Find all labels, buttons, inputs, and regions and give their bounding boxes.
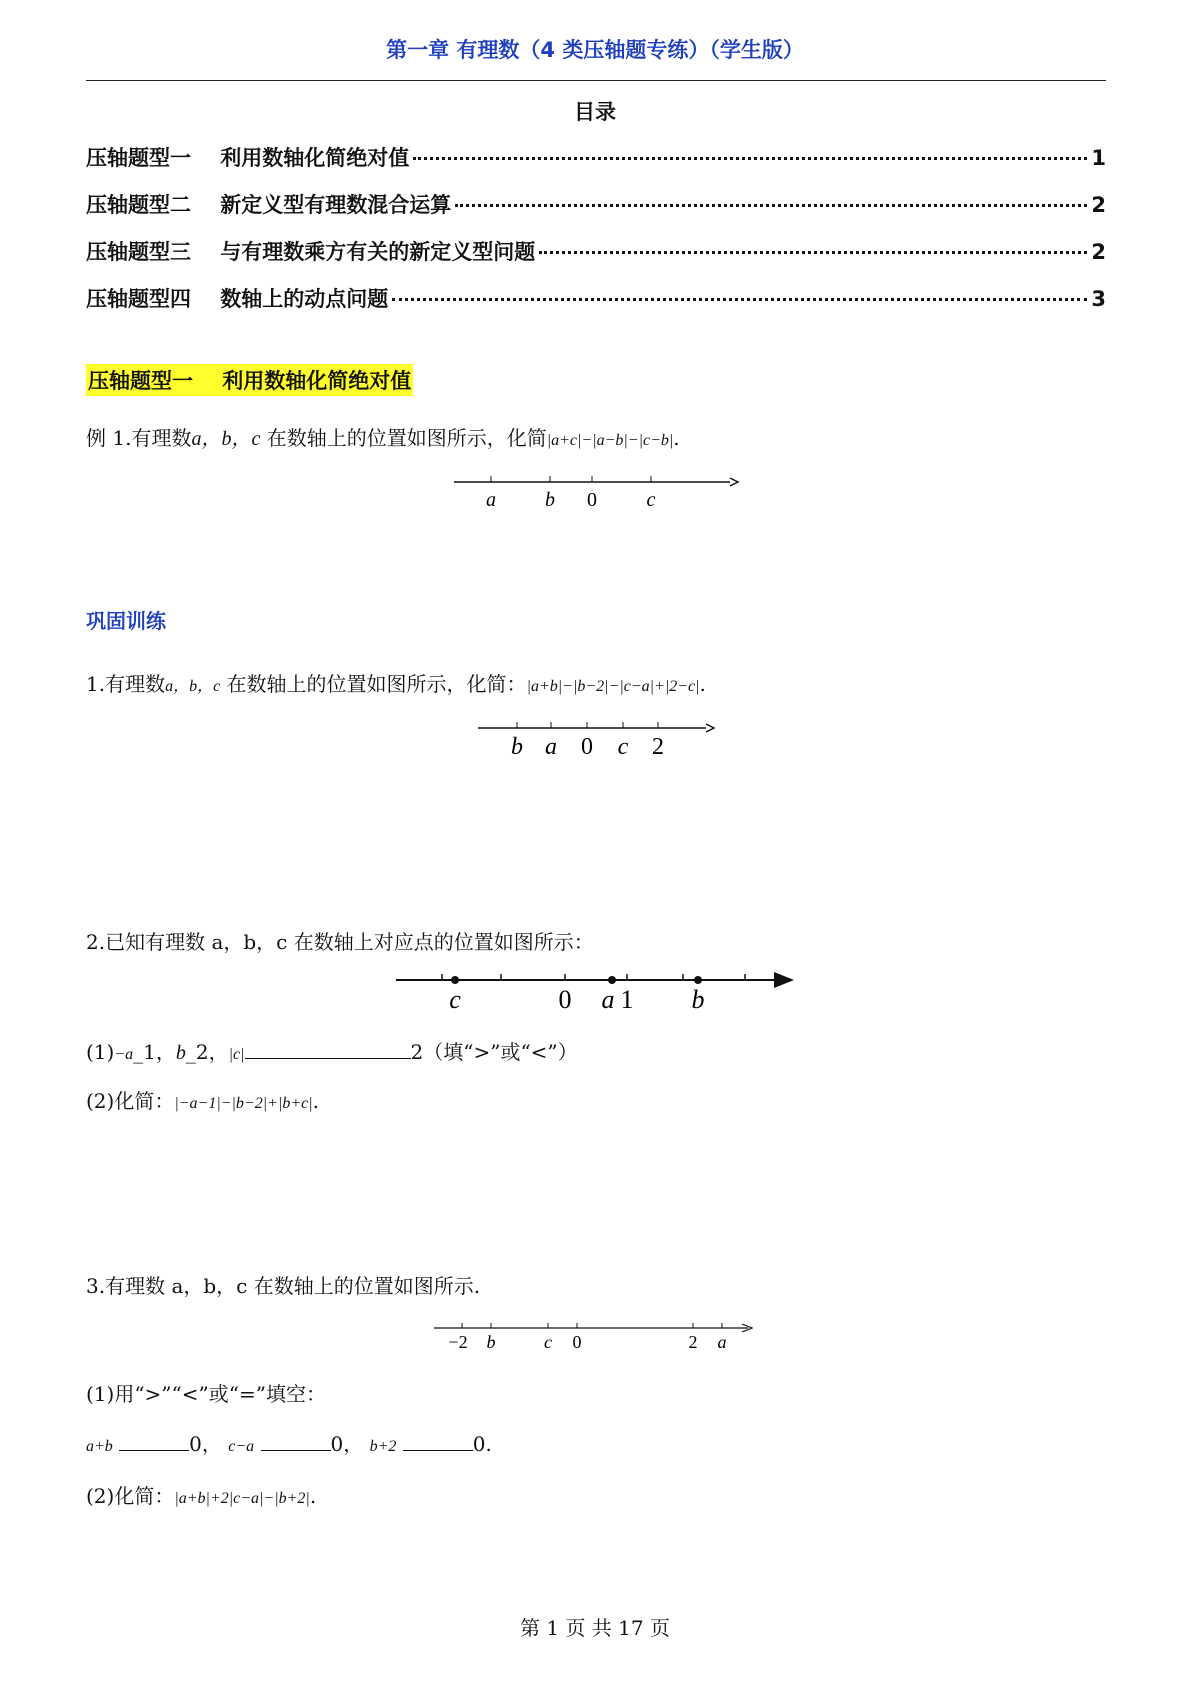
axis-label-0: 0: [581, 734, 593, 760]
question-2-part-2: [86, 1085, 319, 1114]
toc-entry-label: 压轴题型三 与有理数乘方有关的新定义型问题: [86, 240, 536, 264]
axis-label-0: 0: [572, 1332, 582, 1352]
question-2-part-1: [86, 1036, 578, 1065]
q1-suffix: .: [699, 672, 706, 696]
q3-blank2[interactable]: [261, 1432, 331, 1451]
page-footer: 第 1 页 共 17 页: [520, 1616, 670, 1640]
axis-arrow: [730, 478, 738, 486]
axis-label-a: a: [486, 489, 496, 511]
axis-label-2: 2: [652, 734, 664, 760]
axis-label-0: 0: [587, 489, 597, 511]
question-2-number-line: [390, 960, 810, 1018]
header-divider: [86, 80, 1106, 81]
example-1-text: [86, 422, 680, 451]
q2-part1-expr-a: −a: [114, 1046, 134, 1063]
axis-label-c: c: [646, 489, 656, 511]
axis-arrow: [774, 972, 794, 988]
toc-leader: [539, 251, 1087, 254]
q1-middle: 在数轴上的位置如图所示，化简：: [226, 672, 527, 696]
q1-vars: a，b，c: [165, 678, 221, 695]
question-1-number-line: [470, 712, 720, 762]
toc-entry-2[interactable]: [86, 189, 1106, 219]
axis-label-2: 2: [688, 1332, 698, 1352]
practice-heading: 巩固训练: [86, 609, 166, 633]
section-title: 压轴题型一 利用数轴化简绝对值: [86, 364, 413, 396]
example-1-middle: 在数轴上的位置如图所示，化简: [266, 426, 547, 450]
toc-leader: [392, 298, 1087, 301]
toc-entry-page: 3: [1091, 287, 1106, 311]
q3-blank3-expr: b+2: [369, 1438, 397, 1455]
axis-label-c: c: [544, 1332, 552, 1352]
toc-entry-label: 压轴题型二 新定义型有理数混合运算: [86, 193, 452, 217]
q2-part1-suffix: 2（填“>”或“<”）: [410, 1040, 578, 1064]
toc-title: 目录: [574, 100, 616, 124]
q3-blank1-expr: a+b: [86, 1438, 113, 1455]
q2-part1-blank1[interactable]: _1，: [133, 1040, 176, 1064]
q3-blank2-expr: c−a: [228, 1438, 255, 1455]
question-3-stem: 3.有理数 a，b，c 在数轴上的位置如图所示.: [86, 1274, 481, 1298]
axis-arrow: [706, 724, 714, 732]
question-3-part-2: [86, 1480, 316, 1509]
toc-entry-1[interactable]: [86, 142, 1106, 172]
toc-entry-page: 2: [1091, 240, 1106, 264]
point-c: [451, 976, 459, 984]
q3-blank1-after: 0，: [189, 1432, 222, 1456]
q3-blank1[interactable]: [119, 1432, 189, 1451]
example-1-suffix: .: [673, 426, 680, 450]
axis-label-1: 1: [620, 985, 634, 1014]
question-3-number-line: [430, 1316, 760, 1356]
axis-label-c: c: [617, 734, 629, 760]
question-1-text: [86, 668, 706, 697]
q3-blank3-after: 0.: [472, 1432, 492, 1456]
q2-part2-prefix: (2)化简：: [86, 1089, 175, 1113]
toc-entry-page: 2: [1091, 193, 1106, 217]
toc-entry-4[interactable]: [86, 283, 1106, 313]
question-3-blanks: [86, 1428, 492, 1457]
q3-blank3[interactable]: [403, 1432, 473, 1451]
axis-label-a: a: [545, 734, 557, 760]
question-2-stem: 2.已知有理数 a，b，c 在数轴上对应点的位置如图所示：: [86, 930, 594, 954]
q2-part2-expression: |−a−1|−|b−2|+|b+c|: [174, 1095, 313, 1112]
axis-label-b: b: [511, 734, 523, 760]
axis-label-c: c: [449, 985, 461, 1014]
toc-entry-3[interactable]: [86, 236, 1106, 266]
q3-part2-suffix: .: [309, 1484, 317, 1508]
toc-entry-label: 压轴题型一 利用数轴化简绝对值: [86, 146, 410, 170]
document-title: 第一章 有理数（4 类压轴题专练）（学生版）: [386, 38, 804, 62]
q2-part1-expr-b: b: [175, 1042, 186, 1064]
toc-entry-page: 1: [1091, 146, 1106, 170]
toc-entry-label: 压轴题型四 数轴上的动点问题: [86, 287, 389, 311]
point-a: [608, 976, 616, 984]
toc-leader: [455, 204, 1087, 207]
q2-part1-blank2[interactable]: _2，: [185, 1040, 229, 1064]
axis-label-b: b: [486, 1332, 496, 1352]
axis-label-b: b: [691, 985, 705, 1014]
example-1-vars: a，b，c: [191, 428, 261, 450]
example-1-expression: |a+c|−|a−b|−|c−b|: [546, 432, 674, 449]
axis-label-0: 0: [558, 985, 572, 1014]
q3-part2-prefix: (2)化简：: [86, 1484, 175, 1508]
point-b: [694, 976, 702, 984]
axis-label-a: a: [601, 985, 615, 1014]
q3-part2-expression: |a+b|+2|c−a|−|b+2|: [174, 1490, 310, 1507]
q3-blank2-after: 0，: [330, 1432, 364, 1456]
q2-part1-prefix: (1): [86, 1040, 115, 1064]
toc-leader: [413, 157, 1087, 160]
axis-label-b: b: [545, 489, 555, 511]
axis-label-minus-2: −2: [448, 1332, 468, 1352]
question-3-part-1: (1)用“>”“<”或“=”填空：: [86, 1382, 326, 1406]
q2-part1-blank3[interactable]: [245, 1040, 411, 1059]
q2-part2-suffix: .: [312, 1089, 319, 1113]
example-1-number-line: [440, 462, 740, 512]
q1-prefix: 1.有理数: [86, 672, 166, 696]
q1-expression: |a+b|−|b−2|−|c−a|+|2−c|: [526, 678, 700, 695]
example-1-prefix: 例 1.有理数: [86, 426, 192, 450]
q2-part1-expr-c: |c|: [228, 1046, 245, 1063]
axis-label-a: a: [717, 1332, 727, 1352]
